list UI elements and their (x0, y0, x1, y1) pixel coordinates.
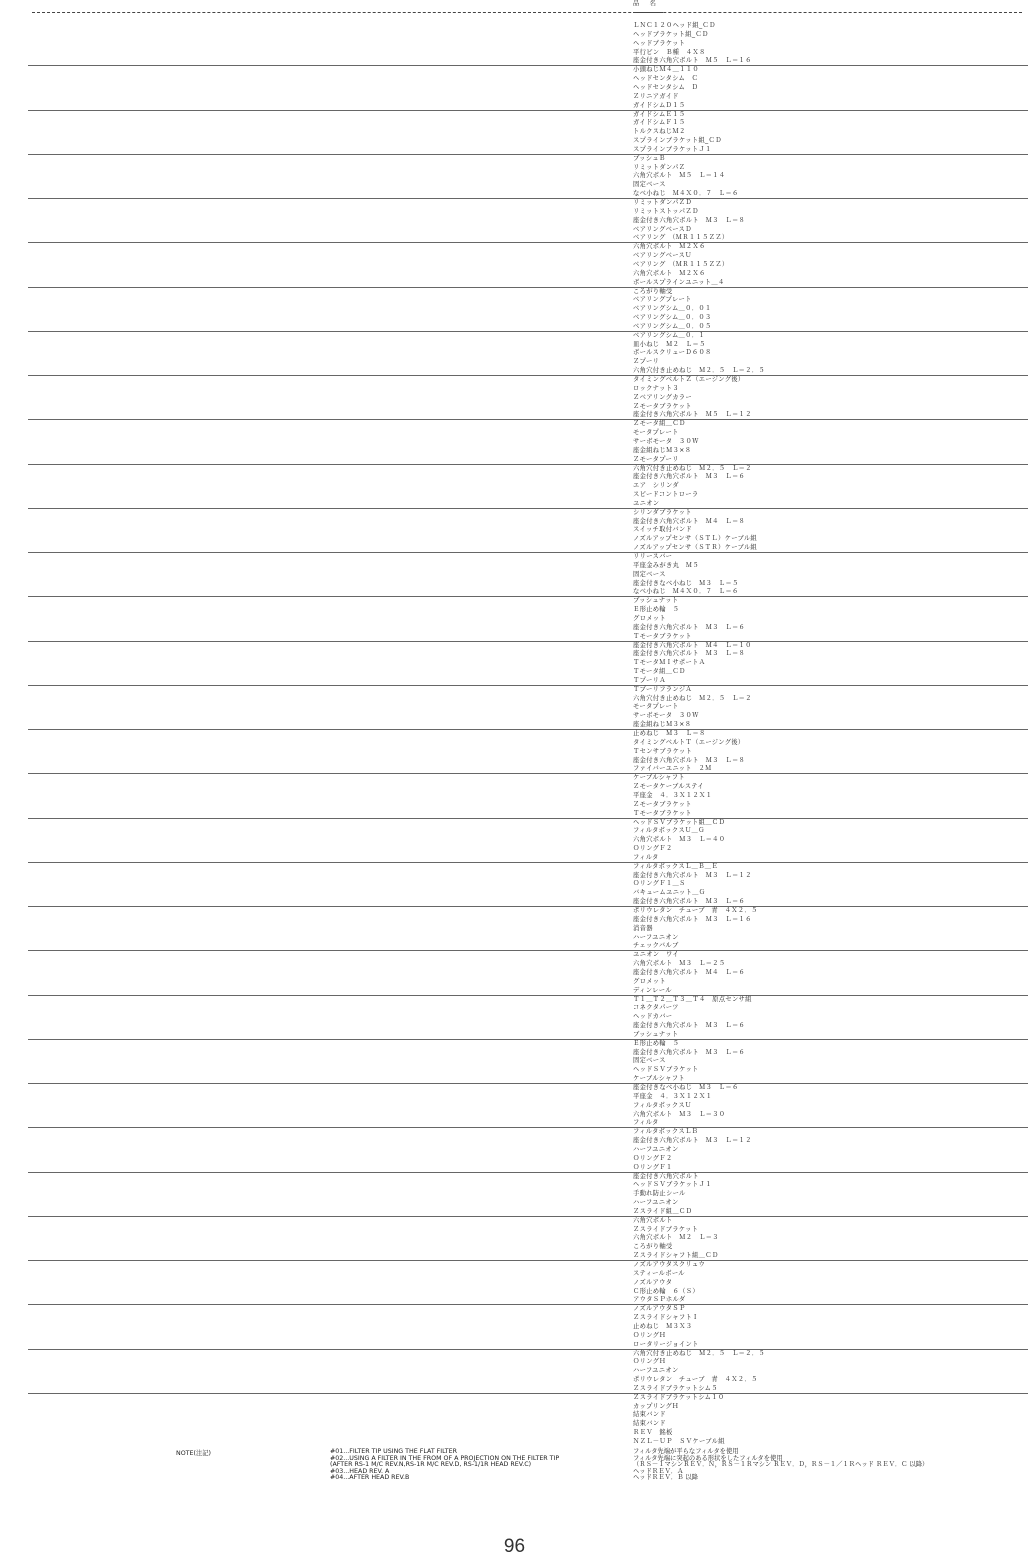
part-item: サーボモータ ３０Ｗ (633, 437, 699, 445)
part-item: エア シリンダ (633, 482, 679, 490)
note-line-jp: フィルタ先端が平らなフィルタを使用 (633, 1448, 739, 1455)
part-item: Ｚプーリ (633, 358, 660, 366)
part-item: Ｔモータ組＿ＣＤ (633, 668, 686, 676)
part-item: ユニオン ワイ (633, 951, 679, 959)
part-item: なべ小ねじ Ｍ４Ｘ０．７ Ｌ＝６ (633, 588, 739, 596)
note-line-jp: ヘッドＲＥＶ．Ｂ 以降 (633, 1474, 698, 1481)
part-item: ガイドシムＤ１５ (633, 101, 686, 109)
part-item: Ｚリニアガイド (633, 92, 679, 100)
part-item: 座金付き六角穴ボルト Ｍ３ Ｌ＝８ (633, 650, 746, 658)
part-item: チェックバルブ (633, 942, 679, 950)
part-item: ノズルアウタ (633, 1278, 673, 1286)
part-item: ポリウレタン チューブ 青 ４Ｘ２．５ (633, 1376, 758, 1384)
group-divider (28, 375, 1028, 376)
part-item: スティールボール (633, 1269, 685, 1277)
part-item: 座金組ねじＭ３×８ (633, 721, 692, 729)
part-item: 六角穴ボルト Ｍ２Ｘ６ (633, 269, 706, 277)
part-item: ころがり軸受 (633, 287, 673, 295)
part-item: 座金付き六角穴ボルト (633, 1172, 699, 1180)
note-line-en: #04...AFTER HEAD REV.B (330, 1474, 410, 1481)
part-item: ＴプーリＡ (633, 676, 666, 684)
group-divider (28, 287, 1028, 288)
part-item: ＯリングＨ (633, 1358, 666, 1366)
part-item: 止めねじ Ｍ３Ｘ３ (633, 1322, 693, 1330)
part-item: Ｚスライドブラケットシム５ (633, 1384, 718, 1392)
group-divider (28, 419, 1028, 420)
note-line-jp: （ＲＳ－１マシンＲＥＶ．Ｎ，ＲＳ－１Ｒマシン ＲＥＶ．Ｄ，ＲＳ－１／１Ｒヘッド ＲＥＶ．Ｃ 以降） (633, 1461, 929, 1468)
part-item: ガイドシムＥ１５ (633, 110, 686, 118)
part-item: 六角穴ボルト Ｍ３ Ｌ＝４０ (633, 836, 726, 844)
part-item: 座金付き六角穴ボルト Ｍ３ Ｌ＝１６ (633, 915, 752, 923)
group-divider (28, 110, 1028, 111)
group-divider (28, 1083, 1028, 1084)
group-divider (28, 198, 1028, 199)
part-item: ボールスクリューＤ６０８ (633, 349, 712, 357)
part-item: なべ小ねじ Ｍ４Ｘ０．７ Ｌ＝６ (633, 190, 739, 198)
part-item: Ｚモータ組＿ＣＤ (633, 420, 686, 428)
part-item: ヘッドセンタシム Ｄ (633, 83, 699, 91)
group-divider (28, 818, 1028, 819)
part-item: 結束バンド (633, 1411, 666, 1419)
note-line-en: #02...USING A FILTER IN THE FROM OF A PROJECTION ON THE FILTER TIP (330, 1454, 560, 1462)
part-item: ブッシュナット (633, 597, 679, 605)
part-item: 六角穴付き止めねじ Ｍ２．５ Ｌ＝２．５ (633, 367, 765, 375)
part-item: ヘッドＳＶブラケットＪ１ (633, 1181, 712, 1189)
part-item: 座金付き六角穴ボルト Ｍ３ Ｌ＝１２ (633, 871, 752, 879)
part-item: フィルタボックスＵ (633, 1101, 692, 1109)
part-item: ＮＺＬ－ＵＰ ＳＶケーブル組 (633, 1438, 725, 1445)
part-item: Ｚベアリングカラー (633, 393, 692, 401)
part-item: ロータリージョイント (633, 1340, 699, 1348)
group-divider (28, 950, 1028, 951)
part-item: ブッシュＢ (633, 154, 666, 162)
group-divider (28, 1349, 1028, 1350)
group-divider (28, 596, 1028, 597)
part-item: ＲＥＶ 銘板 (633, 1429, 673, 1437)
part-item: 座金付き六角穴ボルト Ｍ３ Ｌ＝６ (633, 623, 746, 631)
part-item: ケーブルシャフト (633, 774, 685, 782)
group-divider (28, 552, 1028, 553)
part-item: 皿小ねじ Ｍ２ Ｌ＝５ (633, 340, 706, 348)
part-item: 座金付き六角穴ボルト Ｍ３ Ｌ＝８ (633, 216, 746, 224)
part-item: 座金付きなべ小ねじ Ｍ３ Ｌ＝６ (633, 1084, 739, 1091)
part-item: 座金付きなべ小ねじ Ｍ３ Ｌ＝５ (633, 579, 739, 587)
part-item: ベアリングベースＵ (633, 252, 692, 260)
part-item: ベアリングシム＿０．０５ (633, 322, 712, 330)
part-item: Ｔ１＿Ｔ２＿Ｔ３＿Ｔ４ 原点センサ組 (633, 995, 752, 1003)
top-dashed-rule (32, 12, 1022, 13)
part-item: ユニオン (633, 499, 660, 507)
part-item: 座金付き六角穴ボルト Ｍ３ Ｌ＝８ (633, 756, 746, 764)
part-item: 座金付き六角穴ボルト Ｍ５ Ｌ＝１６ (633, 57, 752, 65)
page-number: 96 (503, 1536, 526, 1557)
part-item: タイミングベルトＴ（エージング後） (633, 738, 745, 746)
note-line-jp: フィルタ先端に突起のある形状をしたフィルタを使用 (633, 1454, 783, 1462)
part-item: Ｅ形止め輪 ５ (633, 1039, 680, 1047)
part-item: ベアリングベースＤ (633, 225, 692, 233)
part-item: トルクスねじＭ２ (633, 128, 686, 136)
part-item: ＯリングＦ１ (633, 1163, 673, 1171)
group-divider (28, 508, 1028, 509)
group-divider (28, 729, 1028, 730)
part-item: 平座金 ４．３Ｘ１２Ｘ１ (633, 791, 713, 799)
part-item: 座金組ねじＭ３×８ (633, 446, 692, 454)
notes-label: NOTE(注記) (176, 1450, 211, 1457)
part-item: グロメット (633, 614, 666, 622)
part-item: 六角穴ボルト (633, 1216, 673, 1224)
part-item: フィルタボックスＬＢ (633, 1128, 699, 1136)
part-item: ハーフユニオン (633, 933, 679, 941)
part-item: Ｚモータブラケット (633, 402, 692, 410)
part-item: ＯリングＦ２ (633, 1154, 673, 1162)
part-item: ＺスライドシャフトＩ (633, 1314, 699, 1322)
part-item: リミットダンパＺ (633, 163, 686, 171)
group-divider (28, 773, 1028, 774)
part-item: 座金付き六角穴ボルト Ｍ３ Ｌ＝６ (633, 898, 746, 906)
group-divider (28, 1039, 1028, 1040)
part-item: Ｔセンサブラケット (633, 747, 693, 755)
part-item: ノズルアップセンサ（ＳＴＬ）ケーブル組 (633, 535, 758, 543)
part-item: 六角穴ボルト Ｍ２ Ｌ＝３ (633, 1234, 719, 1242)
part-item: ハーフユニオン (633, 1145, 679, 1153)
part-item: ファイバーユニット ２Ｍ (633, 765, 712, 773)
part-item: 六角穴ボルト Ｍ２Ｘ６ (633, 243, 706, 251)
part-item: 座金付き六角穴ボルト Ｍ５ Ｌ＝１２ (633, 411, 752, 419)
group-divider (28, 1127, 1028, 1128)
part-item: モータプレート (633, 429, 679, 437)
part-item: ころがり軸受 (633, 1243, 673, 1251)
group-divider (28, 1304, 1028, 1305)
part-item: リミットダンパＺＤ (633, 199, 692, 206)
part-item: Ｚモータブラケット (633, 800, 692, 808)
part-item: Ｚスライドブラケットシム１０ (633, 1393, 725, 1401)
part-item: ノズルアウタＳＰ (633, 1305, 686, 1313)
part-item: ヘッドブラケット組_ＣＤ (633, 30, 709, 38)
group-divider (28, 242, 1028, 243)
part-item: 固定ベース (633, 570, 666, 578)
part-item: ＯリングＦ２ (633, 845, 673, 853)
part-item: 座金付き六角穴ボルト Ｍ４ Ｌ＝１０ (633, 641, 752, 649)
part-item: 座金付き六角穴ボルト Ｍ３ Ｌ＝６ (633, 1048, 746, 1056)
part-item: シリンダブラケット (633, 508, 692, 516)
part-item: 六角穴付き止めねじ Ｍ２．５ Ｌ＝２．５ (633, 1349, 765, 1357)
part-item: ヘッドブラケット (633, 39, 686, 47)
part-item: 六角穴付き止めねじ Ｍ２．５ Ｌ＝２ (633, 694, 752, 702)
part-item: 平座金みがき丸 Ｍ５ (633, 561, 699, 569)
part-item: 六角穴ボルト Ｍ３ Ｌ＝２５ (633, 960, 726, 968)
part-item: ポリウレタン チューブ 青 ４Ｘ２．５ (633, 907, 758, 914)
part-item: コネクタパーツ (633, 1004, 679, 1012)
group-divider (28, 1393, 1028, 1394)
part-item: ガイドシムＦ１５ (633, 119, 686, 127)
part-item: スイッチ取付バンド (633, 526, 693, 534)
group-divider (28, 1260, 1028, 1261)
part-item: ヘッドＳＶブラケット組＿ＣＤ (633, 818, 726, 826)
part-item: ＴモータＭＩサポートＡ (633, 659, 706, 667)
part-item: サーボモータ ３０Ｗ (633, 712, 699, 720)
part-item: 結束バンド (633, 1420, 666, 1428)
part-item: リミットストッパＺＤ (633, 207, 699, 215)
part-item: 座金付き六角穴ボルト Ｍ３ Ｌ＝６ (633, 473, 746, 481)
part-item: ノズルアウタスクリュウ (633, 1261, 706, 1268)
part-item: 座金付き六角穴ボルト Ｍ３ Ｌ＝１２ (633, 1137, 752, 1145)
part-item: ベアリングシム＿０．１ (633, 331, 705, 339)
part-item: スピードコントローラ (633, 491, 699, 499)
part-item: ロックナット３ (633, 384, 679, 392)
part-item: 六角穴ボルト Ｍ５ Ｌ＝１４ (633, 172, 726, 180)
group-divider (28, 1172, 1028, 1173)
group-divider (28, 1216, 1028, 1217)
part-item: ベアリング （ＭＲ１１５ＺＺ） (633, 234, 729, 242)
part-item: ディンレール (633, 986, 672, 994)
part-item: ノズルアップセンサ（ＳＴＲ）ケーブル組 (633, 544, 758, 552)
part-item: ボールスプラインユニット＿４ (633, 278, 725, 286)
part-item: Ｚモータプーリ (633, 455, 679, 463)
part-item: Ｔモータブラケット (633, 632, 692, 640)
note-line-jp: ヘッドＲＥＶ．Ａ (633, 1467, 684, 1475)
group-divider (28, 464, 1028, 465)
part-item: Ｚスライドブラケット (633, 1225, 699, 1233)
part-item: ベアリングシム＿０．０３ (633, 314, 712, 322)
part-name-header: 品 名 (633, 0, 658, 7)
part-item: ヘッドセンタシム Ｃ (633, 75, 699, 83)
part-item: 六角穴ボルト Ｍ３ Ｌ＝３０ (633, 1110, 726, 1118)
group-divider (28, 154, 1028, 155)
group-divider (28, 641, 1028, 642)
part-item: 平行ピン Ｂ種 ４Ｘ８ (633, 48, 706, 56)
part-item: ハーフユニオン (633, 1367, 679, 1375)
part-item: 座金付き六角穴ボルト Ｍ４ Ｌ＝８ (633, 517, 746, 525)
part-item: タイミングベルトＺ（エージング後） (633, 376, 745, 383)
group-divider (28, 65, 1028, 66)
part-item: Ｅ形止め輪 ５ (633, 606, 680, 614)
header-underline (633, 12, 663, 13)
part-item: ヘッドＳＶブラケット (633, 1066, 699, 1074)
part-item: 座金付き六角穴ボルト Ｍ３ Ｌ＝６ (633, 1022, 746, 1030)
part-item: ハーフユニオン (633, 1199, 679, 1207)
part-item: フィルタボックスＵ＿Ｇ (633, 827, 705, 835)
part-item: Ｚモータケーブルステイ (633, 783, 704, 791)
part-item: 消音器 (633, 924, 653, 932)
group-divider (28, 906, 1028, 907)
part-item: フィルタ (633, 1119, 659, 1127)
group-divider (28, 862, 1028, 863)
part-item: 止めねじ Ｍ３ Ｌ＝８ (633, 730, 706, 737)
part-item: ブッシュナット (633, 1030, 679, 1038)
part-item: ベアリングプレート (633, 296, 692, 304)
note-line-en: #01...FILTER TIP USING THE FLAT FILTER (330, 1448, 457, 1455)
group-divider (28, 995, 1028, 996)
part-item: バキュームユニット＿Ｇ (633, 889, 706, 897)
part-item: スプラインブラケットＪ１ (633, 145, 712, 153)
part-item: ベアリングシム＿０．０１ (633, 305, 712, 313)
part-item: スプラインブラケット組_ＣＤ (633, 137, 722, 145)
part-item: 固定ベース (633, 1057, 666, 1065)
part-item: Ｃ形止め輪 ６（Ｓ） (633, 1287, 699, 1295)
group-divider (28, 331, 1028, 332)
part-item: 手動れ防止シール (633, 1190, 686, 1198)
group-divider (28, 685, 1028, 686)
part-item: アウタＳＰホルダ (633, 1296, 686, 1304)
part-item: ヘッドカバー (633, 1013, 673, 1021)
part-item: グロメット (633, 977, 666, 985)
part-item: リリースバー (633, 553, 673, 560)
note-line-en: (AFTER RS-1 M/C REV.N,RS-1R M/C REV.D, RS-1/1R HEAD REV.C) (330, 1461, 532, 1468)
part-item: フィルタ (633, 853, 659, 861)
part-item: モータプレート (633, 703, 679, 711)
part-item: 六角穴付き止めねじ Ｍ２．５ Ｌ＝２ (633, 464, 752, 472)
part-item: ベアリング （ＭＲ１１５ＺＺ） (633, 260, 729, 268)
part-item: ＴプーリフランジＡ (633, 685, 693, 693)
part-item: Ｔモータブラケット (633, 809, 692, 817)
part-item: 固定ベース (633, 181, 666, 189)
note-line-en: #03...HEAD REV. A (330, 1467, 390, 1475)
part-item: 平座金 ４．３Ｘ１２Ｘ１ (633, 1092, 713, 1100)
part-item: Ｚスライドシャフト組＿ＣＤ (633, 1252, 719, 1260)
part-item: ＯリングＨ (633, 1331, 666, 1339)
part-item: ＬＮＣ１２０ヘッド組_ＣＤ (633, 22, 716, 29)
part-item: ケーブルシャフト (633, 1075, 685, 1083)
part-item: フィルタボックスＬ＿Ｂ＿Ｅ (633, 862, 718, 870)
part-item: ＯリングＦ１＿Ｓ (633, 880, 686, 888)
part-item: 小頭ねじＭ４＿１１０ (633, 66, 699, 74)
part-item: Ｚスライド組＿ＣＤ (633, 1207, 693, 1215)
part-item: カップリングＨ (633, 1402, 679, 1410)
part-item: 座金付き六角穴ボルト Ｍ４ Ｌ＝６ (633, 968, 746, 976)
